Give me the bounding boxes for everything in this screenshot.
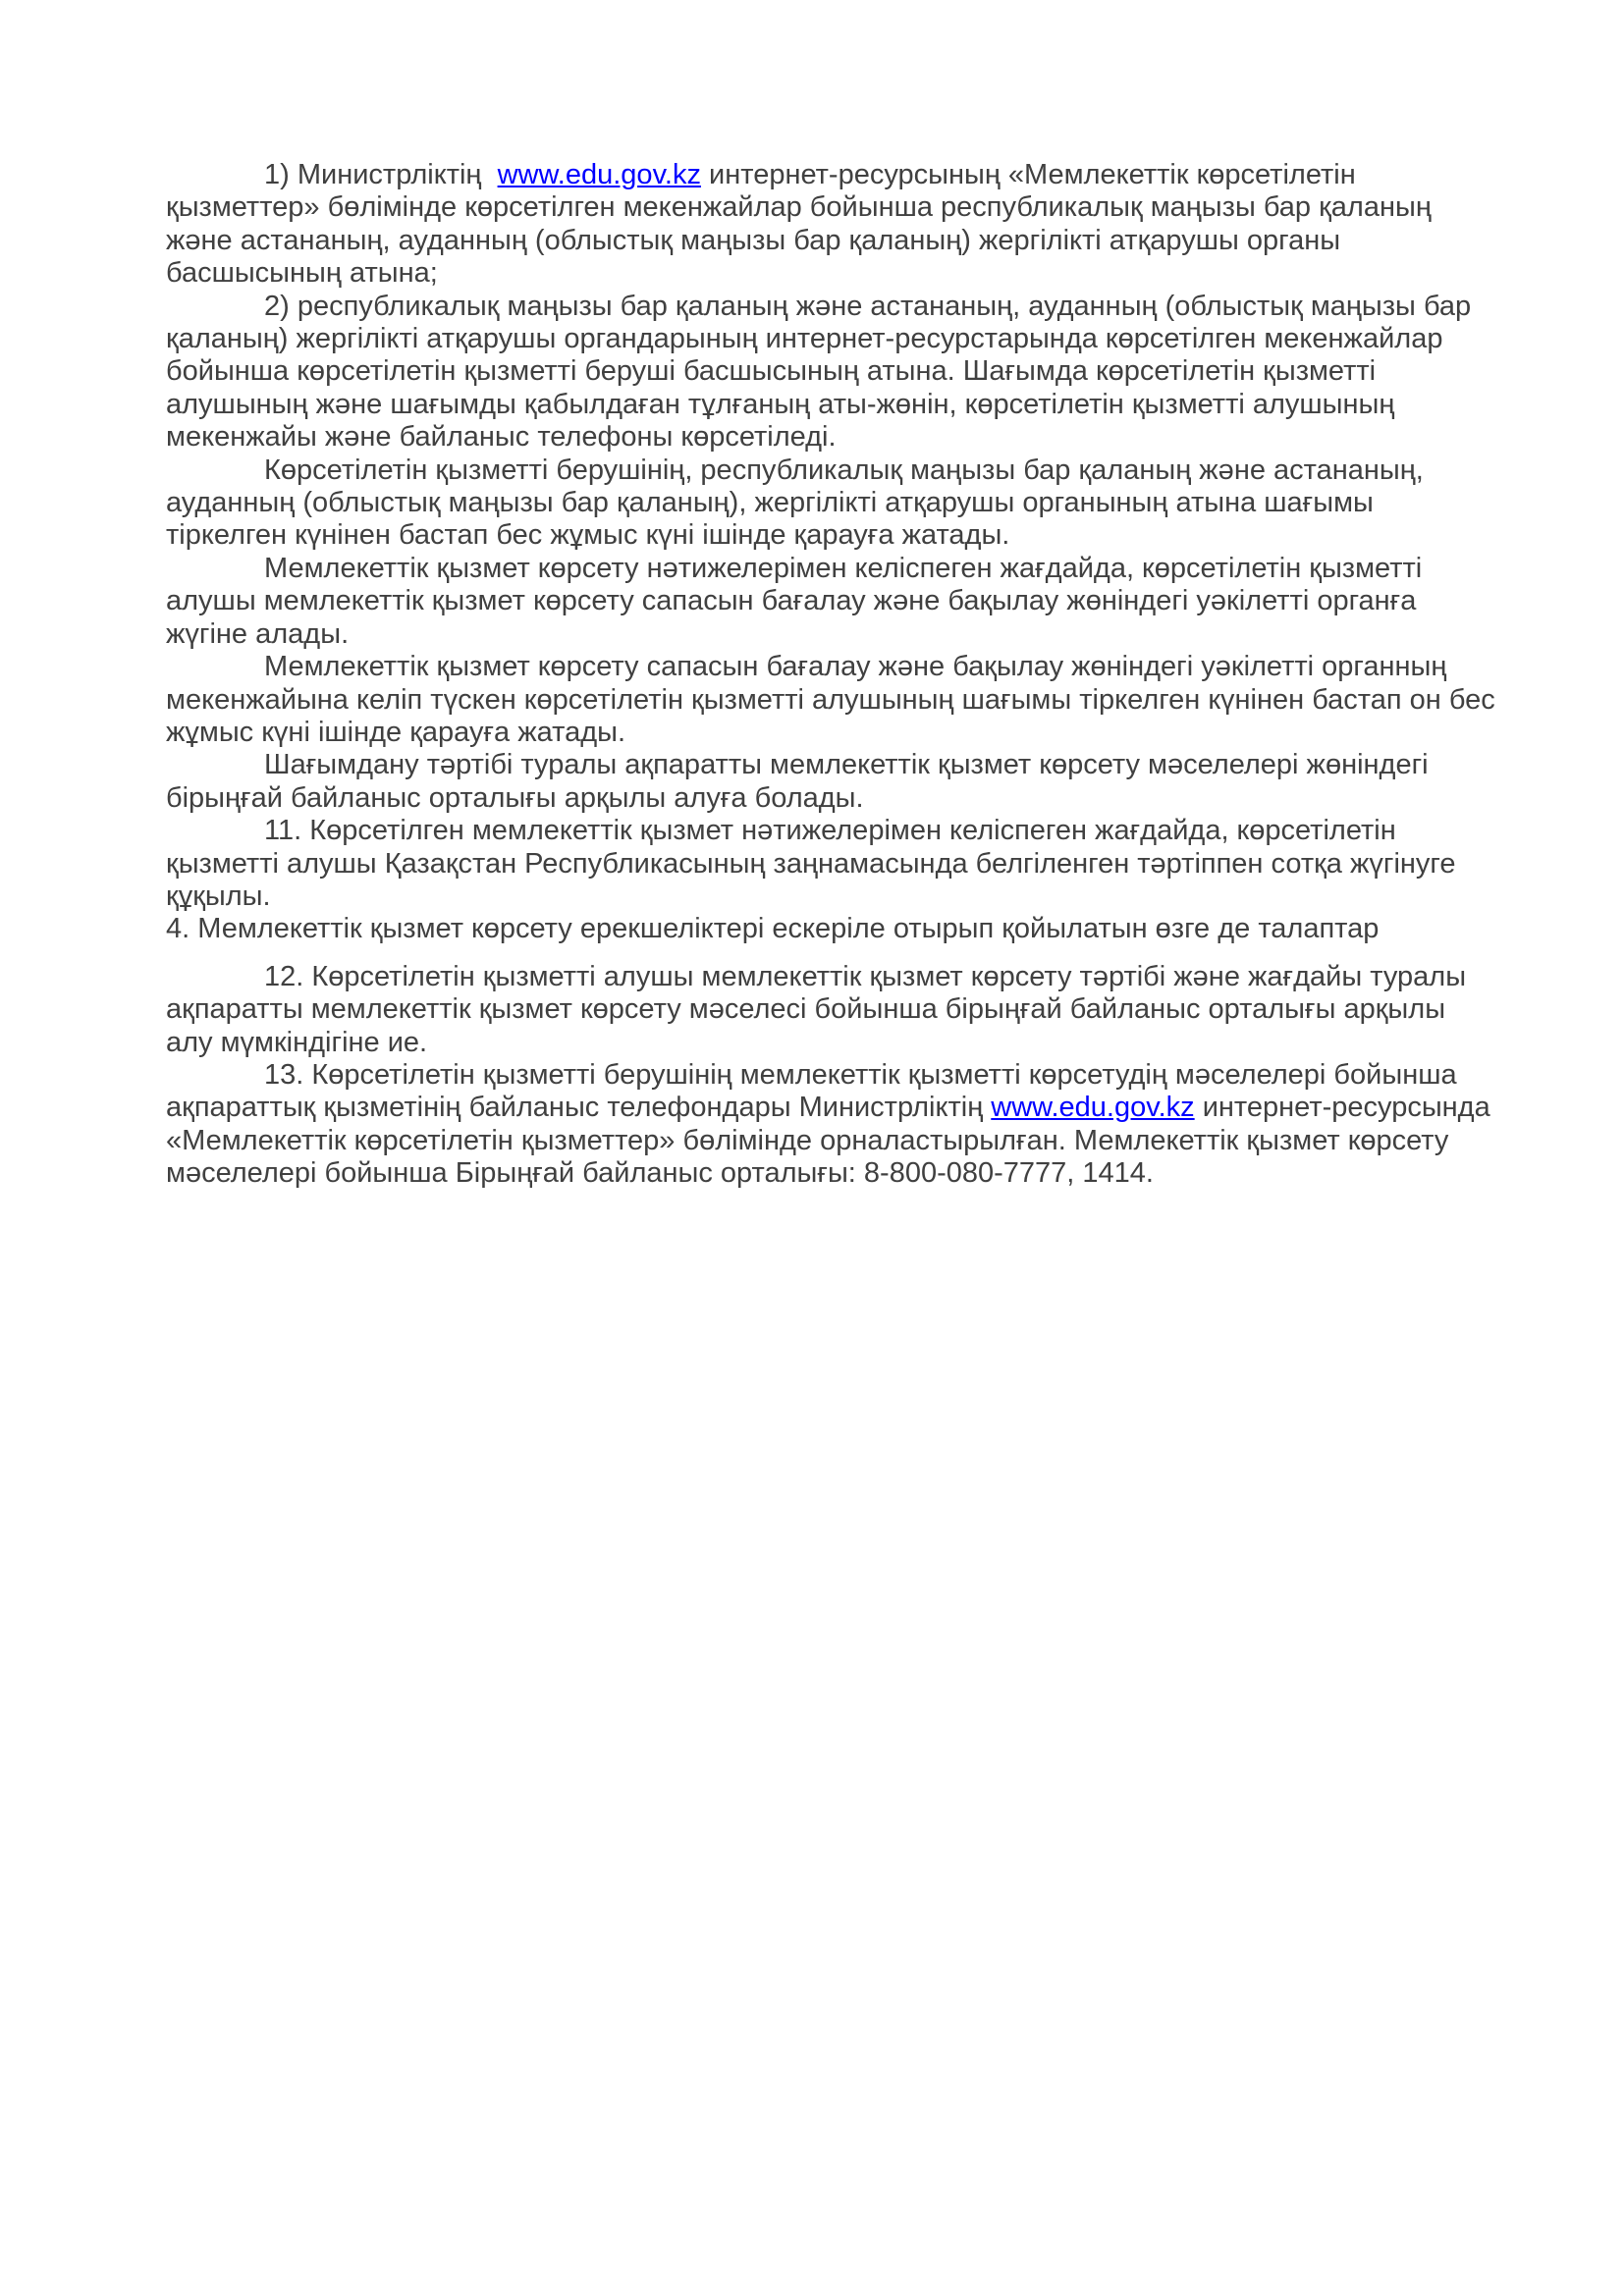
edu-gov-link-1[interactable]: www.edu.gov.kz (497, 159, 701, 190)
para-item-11-court (166, 815, 1498, 913)
text-segment: интернет-ресурсында «Мемлекеттік көрсетілетін қызметтер» бөлімінде орналастырылған. Мемлекеттік қызмет көрсету мәселелері бойынша Бірыңғай байланыс орталығы: 8-800-080-7777, 1414. (166, 1092, 1490, 1190)
para-complaint-review (166, 454, 1498, 553)
document-text-block (166, 159, 1498, 1191)
text-segment: 13. Көрсетілетін қызметті берушінің мемлекеттік қызметті көрсетудің мәселелері бойынша ақпараттық қызметінің байланыс телефондары Министрліктің (166, 1058, 1457, 1124)
para-disagree-results (166, 553, 1498, 651)
text-segment: 11. Көрсетілген мемлекеттік қызмет нәтижелерімен келіспеген жағдайда, көрсетілетін қызметті алушы Қазақстан Республикасының заңнамасында белгіленген тәртіппен сотқа жүгінуге құқылы. (166, 815, 1456, 912)
text-segment: 4. Мемлекеттік қызмет көрсету ерекшеліктері ескеріле отырып қойылатын өзге де талаптар (166, 913, 1380, 945)
edu-gov-link-2[interactable]: www.edu.gov.kz (991, 1092, 1195, 1124)
text-segment: 2) республикалық маңызы бар қаланың және астананың, ауданның (облыстық маңызы бар қаланың) жергілікті атқарушы органдарының интернет-ресурстарында көрсетілген мекенжайлар бойынша көрсетілетін қызметті беруші басшысының атына. Шағымда көрсетілетін қызметті алушының және шағымды қабылдаған тұлғаның аты-жөнін, көрсетілетін қызметті алушының мекенжайы және байланыс телефоны көрсетіледі. (166, 290, 1472, 454)
text-segment: Мемлекеттік қызмет көрсету сапасын бағалау және бақылау жөніндегі уәкілетті органның мекенжайына келіп түскен көрсетілетін қызметті алушының шағымы тіркелген күнінен бастап он бес жұмыс күні ішінде қарауға жатады. (166, 651, 1495, 748)
para-authorized-body-review (166, 651, 1498, 749)
text-segment: интернет-ресурсының «Мемлекеттік көрсетілетін қызметтер» бөлімінде көрсетілген мекенжайлар бойынша республикалық маңызы бар қаланың және астананың, ауданның (облыстық маңызы бар қаланың) жергілікті атқарушы органы басшысының атына; (166, 159, 1432, 290)
text-segment: 1) Министрліктің (264, 159, 498, 190)
text-segment: Мемлекеттік қызмет көрсету нәтижелерімен келіспеген жағдайда, көрсетілетін қызметті алушы мемлекеттік қызмет көрсету сапасын бағалау және бақылау жөніндегі уәкілетті органға жүгіне алады. (166, 552, 1423, 650)
heading-section-4 (166, 913, 1498, 945)
para-item-13 (166, 1059, 1498, 1191)
text-segment: 12. Көрсетілетін қызметті алушы мемлекеттік қызмет көрсету тәртібі және жағдайы туралы ақпаратты мемлекеттік қызмет көрсету мәселесі бойынша бірыңғай байланыс орталығы арқылы алу мүмкіндігіне ие. (166, 960, 1467, 1058)
para-item-2 (166, 291, 1498, 454)
text-segment: Шағымдану тәртібі туралы ақпаратты мемлекеттік қызмет көрсету мәселелері жөніндегі бірыңғай байланыс орталығы арқылы алуға болады. (166, 749, 1429, 814)
para-appeal-info (166, 749, 1498, 815)
para-item-1 (166, 159, 1498, 291)
para-item-12 (166, 961, 1498, 1059)
text-segment: Көрсетілетін қызметті берушінің, республикалық маңызы бар қаланың және астананың, ауданның (облыстық маңызы бар қаланың), жергілікті атқарушы органының атына шағымы тіркелген күнінен бастап бес жұмыс күні ішінде қарауға жатады. (166, 454, 1424, 552)
